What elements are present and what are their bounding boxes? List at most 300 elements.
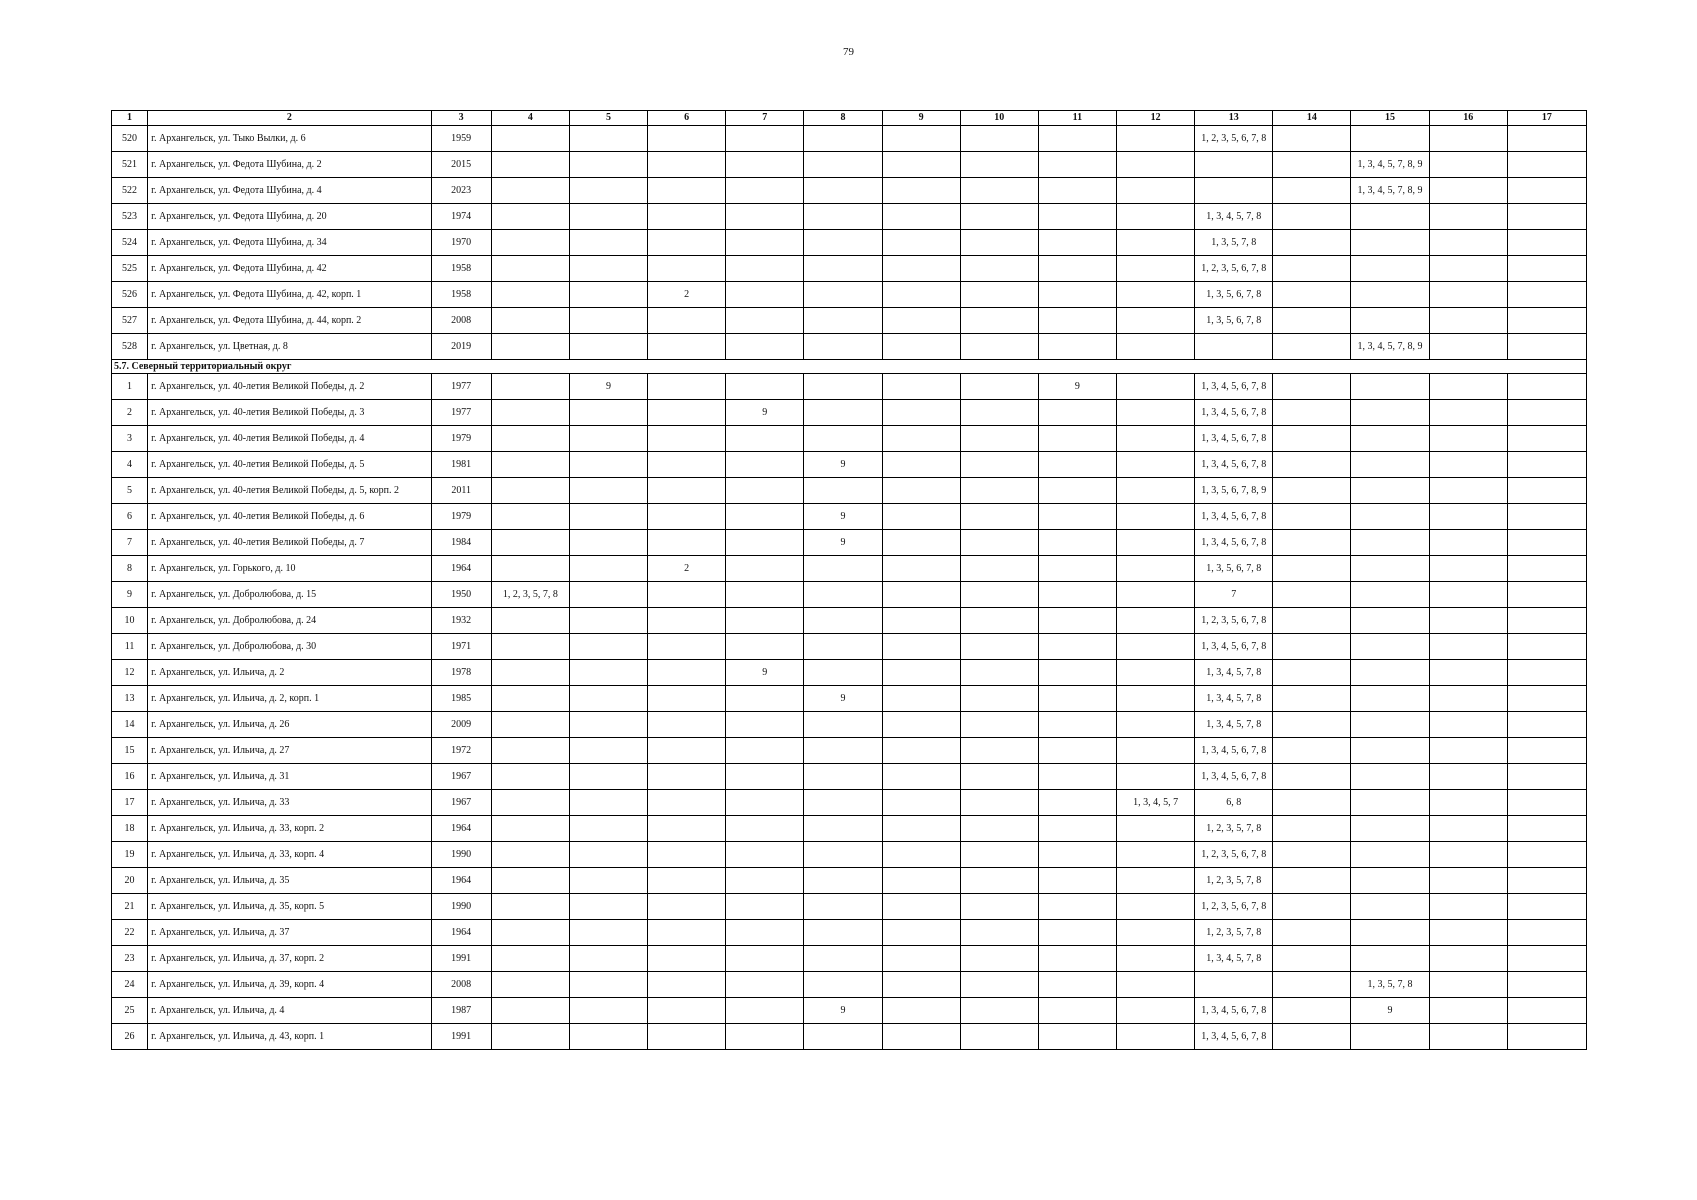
table-cell <box>1273 334 1351 360</box>
table-cell <box>648 816 726 842</box>
table-cell <box>1429 556 1507 582</box>
table-cell <box>1116 426 1194 452</box>
table-cell <box>1116 946 1194 972</box>
table-cell <box>1116 764 1194 790</box>
table-cell <box>491 816 569 842</box>
column-header-12: 12 <box>1116 111 1194 126</box>
column-header-16: 16 <box>1429 111 1507 126</box>
table-cell <box>726 764 804 790</box>
table-cell <box>726 790 804 816</box>
table-cell <box>1038 608 1116 634</box>
table-cell <box>960 452 1038 478</box>
table-cell <box>569 426 647 452</box>
row-number-cell: 14 <box>112 712 148 738</box>
table-cell <box>569 334 647 360</box>
row-number-cell: 13 <box>112 686 148 712</box>
table-cell <box>804 816 882 842</box>
table-cell <box>1116 712 1194 738</box>
table-row <box>112 738 1587 764</box>
table-cell <box>1429 946 1507 972</box>
table-cell <box>569 504 647 530</box>
column-header-6: 6 <box>648 111 726 126</box>
table-cell <box>1116 842 1194 868</box>
table-cell <box>960 842 1038 868</box>
table-row <box>112 608 1587 634</box>
table-cell <box>491 998 569 1024</box>
row-number-cell: 6 <box>112 504 148 530</box>
table-cell <box>1429 478 1507 504</box>
table-cell <box>726 738 804 764</box>
address-cell: г. Архангельск, ул. Ильича, д. 43, корп. 1 <box>148 1024 432 1050</box>
year-cell: 1970 <box>431 230 491 256</box>
table-cell <box>1116 126 1194 152</box>
table-cell <box>1273 608 1351 634</box>
table-cell: 1, 3, 4, 5, 7, 8 <box>1195 686 1273 712</box>
table-cell <box>491 634 569 660</box>
table-cell <box>882 972 960 998</box>
table-cell <box>726 530 804 556</box>
table-row <box>112 334 1587 360</box>
table-cell: 7 <box>1195 582 1273 608</box>
table-cell <box>1507 738 1586 764</box>
table-row <box>112 712 1587 738</box>
table-cell <box>491 308 569 334</box>
address-cell: г. Архангельск, ул. Ильича, д. 35 <box>148 868 432 894</box>
table-cell <box>1351 842 1429 868</box>
table-cell <box>804 790 882 816</box>
table-cell <box>804 308 882 334</box>
table-row <box>112 790 1587 816</box>
table-cell <box>804 426 882 452</box>
table-cell <box>491 972 569 998</box>
table-cell <box>882 712 960 738</box>
table-cell <box>491 686 569 712</box>
table-cell <box>1429 308 1507 334</box>
table-cell <box>1351 504 1429 530</box>
table-row <box>112 920 1587 946</box>
table-cell: 1, 3, 4, 5, 7, 8 <box>1195 204 1273 230</box>
year-cell: 1972 <box>431 738 491 764</box>
table-cell <box>882 686 960 712</box>
table-cell <box>1038 972 1116 998</box>
address-cell: г. Архангельск, ул. 40-летия Великой Победы, д. 5 <box>148 452 432 478</box>
table-cell <box>1273 894 1351 920</box>
table-cell <box>1429 334 1507 360</box>
row-number-cell: 3 <box>112 426 148 452</box>
table-cell <box>804 478 882 504</box>
table-cell <box>804 972 882 998</box>
table-cell <box>882 178 960 204</box>
table-cell <box>648 426 726 452</box>
column-header-1: 1 <box>112 111 148 126</box>
table-cell <box>882 504 960 530</box>
table-cell <box>569 920 647 946</box>
table-cell: 1, 3, 4, 5, 6, 7, 8 <box>1195 374 1273 400</box>
table-cell <box>1429 152 1507 178</box>
table-cell <box>491 204 569 230</box>
table-cell <box>1038 204 1116 230</box>
table-row <box>112 946 1587 972</box>
table-cell <box>882 634 960 660</box>
row-number-cell: 22 <box>112 920 148 946</box>
year-cell: 1967 <box>431 790 491 816</box>
table-cell <box>1507 686 1586 712</box>
table-cell <box>726 426 804 452</box>
table-row <box>112 998 1587 1024</box>
table-cell <box>1351 686 1429 712</box>
table-cell <box>960 1024 1038 1050</box>
table-cell <box>726 256 804 282</box>
table-cell <box>1507 204 1586 230</box>
table-cell <box>960 504 1038 530</box>
table-cell <box>648 374 726 400</box>
address-cell: г. Архангельск, ул. Ильича, д. 31 <box>148 764 432 790</box>
table-cell <box>1195 334 1273 360</box>
column-header-5: 5 <box>569 111 647 126</box>
table-cell <box>1273 998 1351 1024</box>
table-cell <box>882 1024 960 1050</box>
table-cell <box>648 712 726 738</box>
table-cell <box>804 556 882 582</box>
table-cell <box>569 152 647 178</box>
address-cell: г. Архангельск, ул. 40-летия Великой Победы, д. 2 <box>148 374 432 400</box>
table-cell <box>1507 556 1586 582</box>
table-cell <box>569 816 647 842</box>
table-cell <box>648 530 726 556</box>
table-row <box>112 230 1587 256</box>
table-row <box>112 426 1587 452</box>
table-cell <box>1038 256 1116 282</box>
table-cell: 9 <box>804 530 882 556</box>
table-row <box>112 556 1587 582</box>
table-row <box>112 842 1587 868</box>
table-cell <box>1273 374 1351 400</box>
table-cell <box>1273 920 1351 946</box>
table-cell <box>1273 946 1351 972</box>
table-cell <box>1507 1024 1586 1050</box>
table-cell <box>1429 452 1507 478</box>
table-cell <box>960 764 1038 790</box>
year-cell: 2008 <box>431 972 491 998</box>
table-cell <box>1429 582 1507 608</box>
year-cell: 1985 <box>431 686 491 712</box>
table-cell <box>1273 126 1351 152</box>
table-cell <box>1429 256 1507 282</box>
table-cell <box>726 504 804 530</box>
table-cell <box>1429 868 1507 894</box>
table-cell <box>491 764 569 790</box>
table-cell: 9 <box>569 374 647 400</box>
address-cell: г. Архангельск, ул. Федота Шубина, д. 42, корп. 1 <box>148 282 432 308</box>
row-number-cell: 4 <box>112 452 148 478</box>
address-cell: г. Архангельск, ул. Федота Шубина, д. 2 <box>148 152 432 178</box>
address-cell: г. Архангельск, ул. 40-летия Великой Победы, д. 3 <box>148 400 432 426</box>
table-cell <box>491 282 569 308</box>
table-cell: 1, 3, 4, 5, 7, 8 <box>1195 946 1273 972</box>
table-row <box>112 452 1587 478</box>
table-cell <box>491 868 569 894</box>
table-cell: 9 <box>1351 998 1429 1024</box>
table-cell <box>1507 178 1586 204</box>
row-number-cell: 10 <box>112 608 148 634</box>
row-number-cell: 11 <box>112 634 148 660</box>
table-cell <box>491 230 569 256</box>
table-row <box>112 256 1587 282</box>
address-cell: г. Архангельск, ул. 40-летия Великой Победы, д. 7 <box>148 530 432 556</box>
table-cell <box>569 608 647 634</box>
table-cell <box>1507 334 1586 360</box>
table-cell <box>804 204 882 230</box>
table-cell <box>1116 282 1194 308</box>
table-cell <box>726 946 804 972</box>
year-cell: 1991 <box>431 946 491 972</box>
table-row <box>112 582 1587 608</box>
table-cell <box>648 608 726 634</box>
year-cell: 2011 <box>431 478 491 504</box>
table-cell <box>960 868 1038 894</box>
table-cell <box>569 790 647 816</box>
address-cell: г. Архангельск, ул. Ильича, д. 37, корп. 2 <box>148 946 432 972</box>
table-cell <box>648 998 726 1024</box>
table-cell <box>804 946 882 972</box>
table-cell <box>804 608 882 634</box>
table-cell <box>1038 790 1116 816</box>
table-cell <box>1116 1024 1194 1050</box>
table-cell <box>1116 582 1194 608</box>
table-cell <box>1116 152 1194 178</box>
table-cell <box>882 556 960 582</box>
column-header-3: 3 <box>431 111 491 126</box>
year-cell: 1967 <box>431 764 491 790</box>
table-cell <box>1507 504 1586 530</box>
table-cell <box>648 334 726 360</box>
table-cell <box>569 894 647 920</box>
table-cell <box>804 868 882 894</box>
table-cell <box>1351 374 1429 400</box>
section-heading: 5.7. Северный территориальный округ <box>112 360 1587 374</box>
table-cell <box>1273 308 1351 334</box>
table-cell <box>960 400 1038 426</box>
table-cell <box>1429 764 1507 790</box>
table-cell <box>960 230 1038 256</box>
table-cell <box>726 230 804 256</box>
table-cell <box>569 556 647 582</box>
table-row <box>112 152 1587 178</box>
table-cell <box>882 660 960 686</box>
table-cell <box>648 738 726 764</box>
table-cell <box>569 998 647 1024</box>
table-cell <box>960 282 1038 308</box>
table-cell <box>882 230 960 256</box>
row-number-cell: 25 <box>112 998 148 1024</box>
table-cell <box>804 582 882 608</box>
table-cell <box>648 230 726 256</box>
table-cell <box>648 126 726 152</box>
table-cell <box>569 400 647 426</box>
table-cell <box>1507 972 1586 998</box>
row-number-cell: 7 <box>112 530 148 556</box>
table-cell <box>882 282 960 308</box>
table-cell <box>726 998 804 1024</box>
table-cell <box>726 556 804 582</box>
table-cell <box>1429 998 1507 1024</box>
table-cell <box>1273 426 1351 452</box>
table-cell <box>1351 230 1429 256</box>
table-cell <box>1116 894 1194 920</box>
table-cell <box>804 842 882 868</box>
table-cell <box>1507 660 1586 686</box>
table-cell <box>1351 764 1429 790</box>
table-cell <box>1116 634 1194 660</box>
table-cell <box>1195 178 1273 204</box>
table-cell <box>648 972 726 998</box>
table-cell <box>804 230 882 256</box>
year-cell: 1984 <box>431 530 491 556</box>
table-row <box>112 126 1587 152</box>
year-cell: 2015 <box>431 152 491 178</box>
table-cell <box>569 660 647 686</box>
table-cell <box>882 256 960 282</box>
column-header-17: 17 <box>1507 111 1586 126</box>
table-cell: 1, 2, 3, 5, 6, 7, 8 <box>1195 842 1273 868</box>
year-cell: 1971 <box>431 634 491 660</box>
table-cell <box>882 152 960 178</box>
table-cell <box>1038 530 1116 556</box>
address-cell: г. Архангельск, ул. Горького, д. 10 <box>148 556 432 582</box>
table-cell: 1, 2, 3, 5, 7, 8 <box>1195 920 1273 946</box>
table-cell <box>960 152 1038 178</box>
table-cell <box>1273 452 1351 478</box>
table-cell <box>648 634 726 660</box>
table-cell <box>1038 998 1116 1024</box>
table-row <box>112 530 1587 556</box>
table-cell <box>1116 816 1194 842</box>
address-cell: г. Архангельск, ул. 40-летия Великой Победы, д. 4 <box>148 426 432 452</box>
address-cell: г. Архангельск, ул. Ильича, д. 4 <box>148 998 432 1024</box>
table-row <box>112 178 1587 204</box>
table-cell <box>1507 920 1586 946</box>
table-cell <box>569 842 647 868</box>
table-cell <box>648 868 726 894</box>
row-number-cell: 526 <box>112 282 148 308</box>
table-cell <box>1116 998 1194 1024</box>
table-cell <box>1351 452 1429 478</box>
table-cell <box>1038 920 1116 946</box>
year-cell: 1987 <box>431 998 491 1024</box>
table-cell <box>648 452 726 478</box>
table-cell <box>726 608 804 634</box>
table-cell <box>1351 256 1429 282</box>
table-cell <box>1116 308 1194 334</box>
table-cell: 2 <box>648 282 726 308</box>
table-cell <box>1273 660 1351 686</box>
table-cell <box>648 842 726 868</box>
table-cell <box>1429 126 1507 152</box>
table-cell <box>1351 790 1429 816</box>
row-number-cell: 5 <box>112 478 148 504</box>
table-cell: 9 <box>804 452 882 478</box>
row-number-cell: 522 <box>112 178 148 204</box>
table-cell: 1, 3, 4, 5, 6, 7, 8 <box>1195 1024 1273 1050</box>
table-cell <box>1351 308 1429 334</box>
table-cell <box>1273 842 1351 868</box>
table-cell <box>491 660 569 686</box>
table-cell <box>1351 868 1429 894</box>
row-number-cell: 2 <box>112 400 148 426</box>
table-cell <box>1429 790 1507 816</box>
table-cell: 9 <box>726 660 804 686</box>
table-cell <box>1038 478 1116 504</box>
table-cell <box>882 920 960 946</box>
table-cell <box>1116 256 1194 282</box>
table-cell <box>1429 400 1507 426</box>
table-cell <box>569 946 647 972</box>
row-number-cell: 525 <box>112 256 148 282</box>
table-cell <box>491 1024 569 1050</box>
table-cell <box>1038 152 1116 178</box>
table-cell <box>726 894 804 920</box>
row-number-cell: 523 <box>112 204 148 230</box>
table-cell <box>1351 126 1429 152</box>
table-cell <box>1507 426 1586 452</box>
table-cell <box>1351 204 1429 230</box>
table-cell <box>726 178 804 204</box>
table-cell <box>1038 946 1116 972</box>
table-cell <box>1038 126 1116 152</box>
table-cell <box>491 400 569 426</box>
row-number-cell: 19 <box>112 842 148 868</box>
table-cell <box>648 1024 726 1050</box>
table-cell <box>804 738 882 764</box>
table-cell <box>882 426 960 452</box>
table-cell <box>1507 608 1586 634</box>
table-cell: 1, 3, 4, 5, 7, 8, 9 <box>1351 152 1429 178</box>
address-cell: г. Архангельск, ул. Федота Шубина, д. 44, корп. 2 <box>148 308 432 334</box>
table-cell <box>569 1024 647 1050</box>
year-cell: 1964 <box>431 556 491 582</box>
table-cell: 1, 3, 4, 5, 6, 7, 8 <box>1195 452 1273 478</box>
table-cell <box>960 816 1038 842</box>
table-cell <box>1273 1024 1351 1050</box>
table-cell <box>491 478 569 504</box>
table-cell <box>1429 816 1507 842</box>
table-cell <box>491 920 569 946</box>
table-cell <box>1273 816 1351 842</box>
table-cell: 1, 3, 4, 5, 6, 7, 8 <box>1195 400 1273 426</box>
year-cell: 1958 <box>431 256 491 282</box>
table-cell <box>726 374 804 400</box>
table-row <box>112 374 1587 400</box>
table-cell <box>960 334 1038 360</box>
table-cell <box>960 204 1038 230</box>
table-cell <box>569 972 647 998</box>
table-cell <box>1273 556 1351 582</box>
table-cell <box>569 634 647 660</box>
table-cell <box>1038 504 1116 530</box>
table-cell <box>960 998 1038 1024</box>
table-cell <box>1273 204 1351 230</box>
table-cell <box>1351 816 1429 842</box>
table-cell <box>491 556 569 582</box>
table-cell: 2 <box>648 556 726 582</box>
address-cell: г. Архангельск, ул. Ильича, д. 26 <box>148 712 432 738</box>
row-number-cell: 16 <box>112 764 148 790</box>
table-row <box>112 504 1587 530</box>
table-cell: 9 <box>726 400 804 426</box>
table-cell <box>1116 972 1194 998</box>
table-row <box>112 764 1587 790</box>
table-cell <box>1507 790 1586 816</box>
